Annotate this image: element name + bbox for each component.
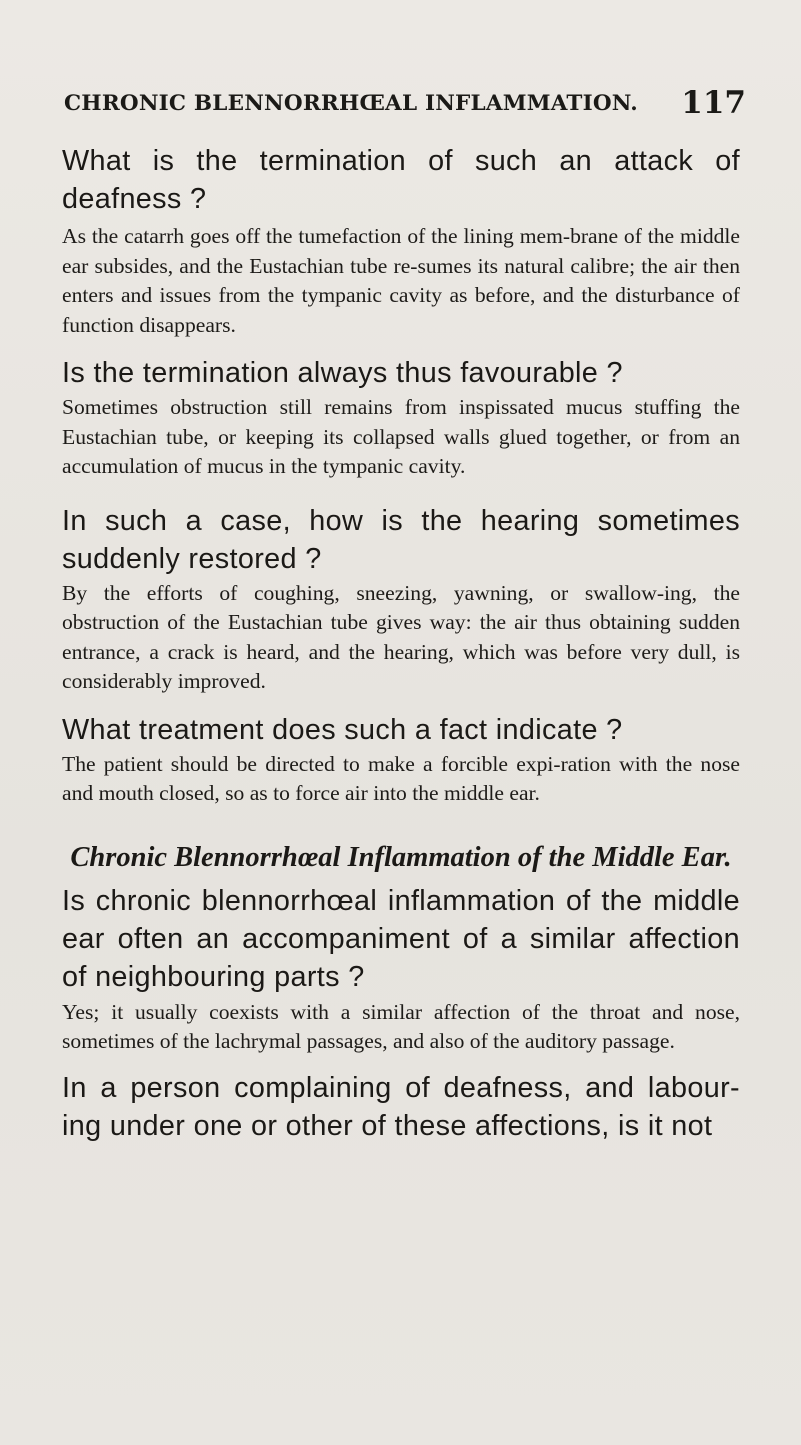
section-title: Chronic Blennorrhœal Inflammation of the Middle Ear. [70,841,732,873]
answer-favourable: Sometimes obstruction still remains from inspissated mucus stuffing the Eustachian tube, or keeping its collapsed walls glued together, or from an accumulation of mucus in the tympanic cavity. [62,395,740,478]
question-chronic-inflammation: Is chronic blennorrhœal inflammation of the middle ear often an accompaniment of a similar affection of neighbouring parts ? [62,884,740,993]
question-treatment: What treatment does such a fact indicate ? [62,713,623,746]
answer-chronic-inflammation: Yes; it usually coexists with a similar affection of the throat and nose, sometimes of the lachrymal passages, and also of the auditory passage. [62,999,740,1053]
question-termination: What is the termination of such an attack of deafness ? [62,145,740,215]
page-number: 117 [681,84,746,121]
page-body [62,128,740,1145]
question-hearing-restored: In such a case, how is the hearing sometimes suddenly restored ? [62,504,740,575]
answer-treatment: The patient should be directed to make a forcible expi-ration with the nose and mouth closed, so as to force air into the middle ear. [62,751,740,805]
question-favourable: Is the termination always thus favourable ? [62,357,623,389]
question-deafness-affections: In a person complaining of deafness, and labour-ing under one or other of these affections, is it not [62,1071,740,1142]
page-header [64,84,746,122]
running-head: CHRONIC BLENNORRHŒAL INFLAMMATION. [64,90,638,116]
answer-termination: As the catarrh goes off the tumefaction of the lining mem-brane of the middle ear subsides, and the Eustachian tube re-sumes its natural calibre; the air then enters and issues from the tympanic cavity as before, and the disturbance of function disappears. [62,224,740,337]
answer-hearing-restored: By the efforts of coughing, sneezing, yawning, or swallow-ing, the obstruction of the Eustachian tube gives way: the air thus obtaining sudden entrance, a crack is heard, and the hearing, which was before very dull, is considerably improved. [62,580,740,693]
